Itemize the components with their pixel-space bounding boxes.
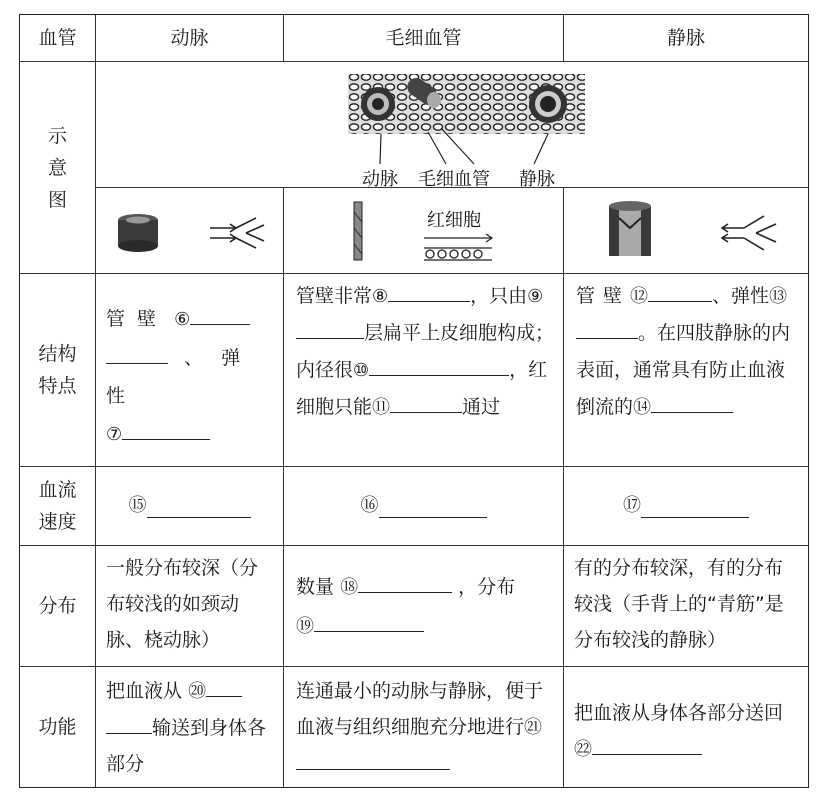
- blank-number: ㉑: [524, 717, 543, 738]
- artery-structure-text: [106, 300, 273, 454]
- answer-blank[interactable]: [106, 341, 168, 364]
- answer-blank[interactable]: [369, 353, 401, 376]
- answer-blank[interactable]: [651, 390, 733, 413]
- answer-blank[interactable]: [206, 674, 242, 697]
- artery-function-cell: [96, 667, 283, 787]
- answer-blank[interactable]: [592, 732, 702, 755]
- label-artery: 动脉: [362, 169, 398, 187]
- label-vein: 静脉: [519, 169, 555, 187]
- answer-blank[interactable]: [122, 417, 210, 440]
- answer-blank[interactable]: [358, 570, 452, 593]
- vein-function-cell: [564, 667, 808, 787]
- vein-flow-arrow-icon: [722, 216, 776, 250]
- row-label-diagram: [20, 62, 95, 273]
- row-label-text: 血流速度: [38, 479, 77, 533]
- text-fragment: 把血液从: [106, 680, 183, 702]
- text-fragment: 管壁: [106, 308, 169, 330]
- blank-number: ⑦: [106, 424, 123, 445]
- artery-tube-icon: [361, 87, 395, 121]
- row-label-text: 结构特点: [38, 343, 77, 397]
- blank-number: ⑯: [360, 495, 379, 516]
- vein-segment-icon: [609, 201, 651, 256]
- distribution-text: 一般分布较深（分布较浅的如颈动脉、桡动脉）: [106, 557, 259, 651]
- vein-diagram-cell: [564, 188, 808, 273]
- vein-speed-cell: [564, 467, 808, 545]
- text-fragment: ，红细胞只能: [296, 359, 548, 418]
- vessel-network-illustration: [96, 62, 808, 187]
- blank-number: ⑭: [633, 397, 652, 418]
- answer-blank[interactable]: [314, 609, 424, 632]
- blank-number: ⑩: [353, 360, 370, 381]
- blank-number: ⑥: [174, 309, 191, 330]
- capillary-distribution-cell: [284, 546, 563, 666]
- artery-speed-cell: [96, 467, 283, 545]
- blank-number: ⑧: [372, 286, 389, 307]
- text-fragment: 把血液从身体各部分送回: [574, 702, 784, 724]
- text-fragment: 、: [184, 347, 204, 369]
- text-fragment: 管壁: [576, 285, 631, 307]
- header-capillary: [284, 15, 563, 61]
- capillary-diagram: [284, 188, 563, 273]
- blank-number: ⑳: [188, 681, 207, 702]
- header-vessel: [20, 15, 95, 61]
- vein-structure-cell: [564, 274, 808, 466]
- row-label-text: 分布: [38, 595, 77, 617]
- blank-number: ⑪: [372, 397, 391, 418]
- blank-number: ⑱: [340, 577, 359, 598]
- vein-diagram: [564, 188, 808, 273]
- rbc-label: 红细胞: [427, 210, 481, 231]
- artery-segment-icon: [118, 214, 158, 252]
- text-fragment: 数量: [296, 576, 335, 598]
- artery-distribution-cell: [96, 546, 283, 666]
- blank-number: ㉒: [574, 739, 592, 760]
- artery-diagram: [96, 188, 283, 273]
- text-fragment: ，只由: [470, 285, 528, 307]
- blank-number: ⑨: [527, 286, 544, 307]
- text-fragment: ，分布: [458, 576, 516, 598]
- distribution-text: 有的分布较深，有的分布较浅（手背上的“青筋”是分布较浅的静脉）: [574, 557, 784, 651]
- vessel-cross-section-diagram: [96, 62, 808, 187]
- answer-blank[interactable]: [641, 495, 749, 518]
- answer-blank[interactable]: [576, 316, 638, 339]
- label-capillary: 毛细血管: [418, 169, 490, 187]
- answer-blank[interactable]: [296, 316, 364, 339]
- capillary-diagram-cell: [284, 188, 563, 273]
- blank-number: ⑰: [623, 495, 641, 516]
- capillary-function-cell: [284, 667, 563, 787]
- header-vein: [564, 15, 808, 61]
- text-fragment: 层扁平上皮细胞构成；内径很: [296, 322, 555, 381]
- row-label-speed: [20, 467, 95, 545]
- header-text: 静脉: [666, 27, 705, 49]
- header-text: 动脉: [170, 27, 209, 49]
- answer-blank[interactable]: [190, 302, 250, 325]
- row-label-text: 功能: [38, 716, 77, 738]
- answer-blank[interactable]: [296, 747, 450, 770]
- vein-distribution-cell: [564, 546, 808, 666]
- answer-blank[interactable]: [401, 353, 509, 376]
- artery-diagram-cell: [96, 188, 283, 273]
- answer-blank[interactable]: [648, 279, 712, 302]
- answer-blank[interactable]: [147, 495, 251, 518]
- blank-number: ⑫: [630, 286, 649, 307]
- capillary-speed-cell: [284, 467, 563, 545]
- header-artery: [96, 15, 283, 61]
- blank-number: ⑬: [769, 286, 788, 307]
- row-label-structure: [20, 274, 95, 466]
- vein-structure-text: [576, 278, 798, 426]
- answer-blank[interactable]: [379, 495, 487, 518]
- text-fragment: 弹性: [106, 347, 255, 407]
- capillary-segment-icon: [354, 202, 362, 260]
- answer-blank[interactable]: [388, 279, 470, 302]
- capillary-structure-text: [296, 278, 555, 426]
- text-fragment: 输送到身体各部分: [106, 717, 267, 775]
- blank-number: ⑮: [128, 495, 147, 516]
- vein-tube-icon: [529, 85, 567, 123]
- rbc-flow-icon: [424, 234, 492, 260]
- answer-blank[interactable]: [390, 390, 462, 413]
- row-label-distribution: [20, 546, 95, 666]
- artery-flow-arrow-icon: [210, 218, 264, 248]
- blank-number: ⑲: [296, 616, 314, 637]
- text-fragment: 通过: [462, 396, 501, 418]
- capillary-structure-cell: [284, 274, 563, 466]
- answer-blank[interactable]: [106, 711, 152, 734]
- text-fragment: 、弹性: [712, 285, 770, 307]
- text-fragment: 。在四肢静脉的内表面，通常具有防止血液倒流的: [576, 322, 791, 418]
- text-fragment: 连通最小的动脉与静脉，便于血液与组织细胞充分地进行: [296, 680, 544, 738]
- header-text: 血管: [38, 27, 77, 49]
- row-label-function: [20, 667, 95, 787]
- text-fragment: 管壁非常: [296, 285, 373, 307]
- row-label-text: 示意图: [47, 124, 67, 211]
- artery-structure-cell: [96, 274, 283, 466]
- header-text: 毛细血管: [385, 27, 462, 49]
- vessel-comparison-table: [19, 14, 809, 788]
